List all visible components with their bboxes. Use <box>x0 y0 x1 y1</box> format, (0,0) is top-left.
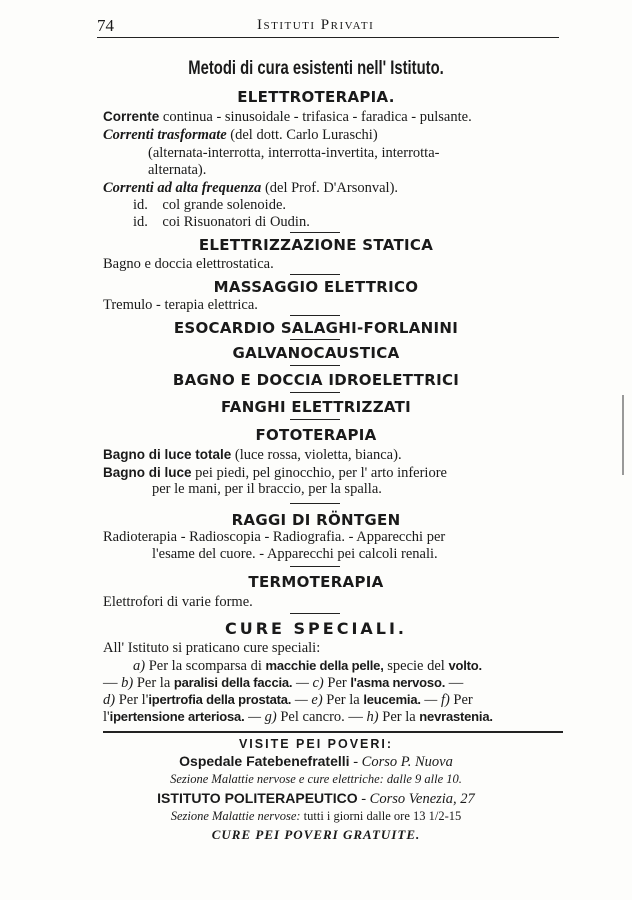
line-alternata: (alternata-interrotta, interrotta-invertita, interrotta- <box>148 145 440 161</box>
line-risuonatori: id. coi Risuonatori di Oudin. <box>133 214 310 230</box>
heading-esocardio: ESOCARDIO SALAGHI-FORLANINI <box>173 319 459 337</box>
heading-statica: ELETTRIZZAZIONE STATICA <box>198 236 434 254</box>
heading-visite: VISITE PEI POVERI: <box>238 737 394 751</box>
heading-termoterapia: TERMOTERAPIA <box>248 573 384 591</box>
divider <box>290 232 340 233</box>
ospedale-info: Sezione Malattie nervose e cure elettriche: dalle 9 alle 10. <box>170 772 462 786</box>
footer-divider <box>103 731 563 733</box>
divider <box>290 365 340 366</box>
heading-galvanocaustica: GALVANOCAUSTICA <box>232 344 400 362</box>
heading-rontgen: RAGGI DI RÖNTGEN <box>231 511 401 529</box>
line-cura-g-h: l'ipertensione arteriosa. — g) Pel cancro. — h) Per la nevrastenia. <box>103 709 493 725</box>
line-correnti-trasformate: Correnti trasformate (del dott. Carlo Luraschi) <box>103 127 378 143</box>
divider <box>290 392 340 393</box>
heading-fototerapia: FOTOTERAPIA <box>255 426 377 444</box>
heading-bagno-doccia: BAGNO E DOCCIA IDROELETTRICI <box>172 371 460 389</box>
line-corrente: Corrente continua - sinusoidale - trifasica - faradica - pulsante. <box>103 109 472 125</box>
line-tremulo: Tremulo - terapia elettrica. <box>103 297 258 313</box>
line-luce-totale: Bagno di luce totale (luce rossa, violetta, bianca). <box>103 447 402 463</box>
istituto-info: Sezione Malattie nervose: tutti i giorni dalle ore 13 1/2-15 <box>170 809 462 823</box>
divider <box>290 339 340 340</box>
istituto-line: ISTITUTO POLITERAPEUTICO - Corso Venezia, 27 <box>157 790 475 807</box>
line-solenoide: id. col grande solenoide. <box>133 197 287 213</box>
divider <box>290 503 340 504</box>
heading-fanghi: FANGHI ELETTRIZZATI <box>220 398 412 416</box>
divider <box>290 613 340 614</box>
cure-gratuite: CURE PEI POVERI GRATUITE. <box>211 827 421 842</box>
line-alternata-end: alternata). <box>148 162 207 178</box>
page-number: 74 <box>97 16 114 35</box>
line-cura-a: a) Per la scomparsa di macchie della pelle, specie del volto. <box>133 658 482 674</box>
line-cura-d-e-f: d) Per l'ipertrofia della prostata. — e) Per la leucemia. — f) Per <box>103 692 473 708</box>
divider <box>290 315 340 316</box>
line-elettrofori: Elettrofori di varie forme. <box>103 594 253 610</box>
scan-edge-mark <box>622 395 624 475</box>
running-header <box>97 14 559 38</box>
line-cure-intro: All' Istituto si praticano cure speciali: <box>103 640 321 656</box>
line-bagno-elettrostatica: Bagno e doccia elettrostatica. <box>103 256 274 272</box>
heading-massaggio: MASSAGGIO ELETTRICO <box>213 278 419 296</box>
running-head: Istituti Privati <box>257 17 375 33</box>
line-alta-frequenza: Correnti ad alta frequenza (del Prof. D'Arsonval). <box>103 180 399 196</box>
divider <box>290 419 340 420</box>
line-luce-piedi: Bagno di luce pei piedi, pel ginocchio, per l' arto inferiore <box>103 465 447 481</box>
page-title: Metodi di cura esistenti nell' Istituto. <box>188 58 444 79</box>
line-esame-cuore: l'esame del cuore. - Apparecchi pei calcoli renali. <box>152 546 438 562</box>
line-luce-mani: per le mani, per il braccio, per la spalla. <box>152 481 382 497</box>
ospedale-line: Ospedale Fatebenefratelli - Corso P. Nuova <box>179 753 453 770</box>
heading-cure-speciali: CURE SPECIALI. <box>224 619 408 638</box>
divider <box>290 274 340 275</box>
heading-elettroterapia: ELETTROTERAPIA. <box>237 88 395 106</box>
line-cura-b-c: — b) Per la paralisi della faccia. — c) Per l'asma nervoso. — <box>103 675 464 691</box>
line-radioterapia: Radioterapia - Radioscopia - Radiografia. - Apparecchi per <box>103 529 446 545</box>
divider <box>290 566 340 567</box>
